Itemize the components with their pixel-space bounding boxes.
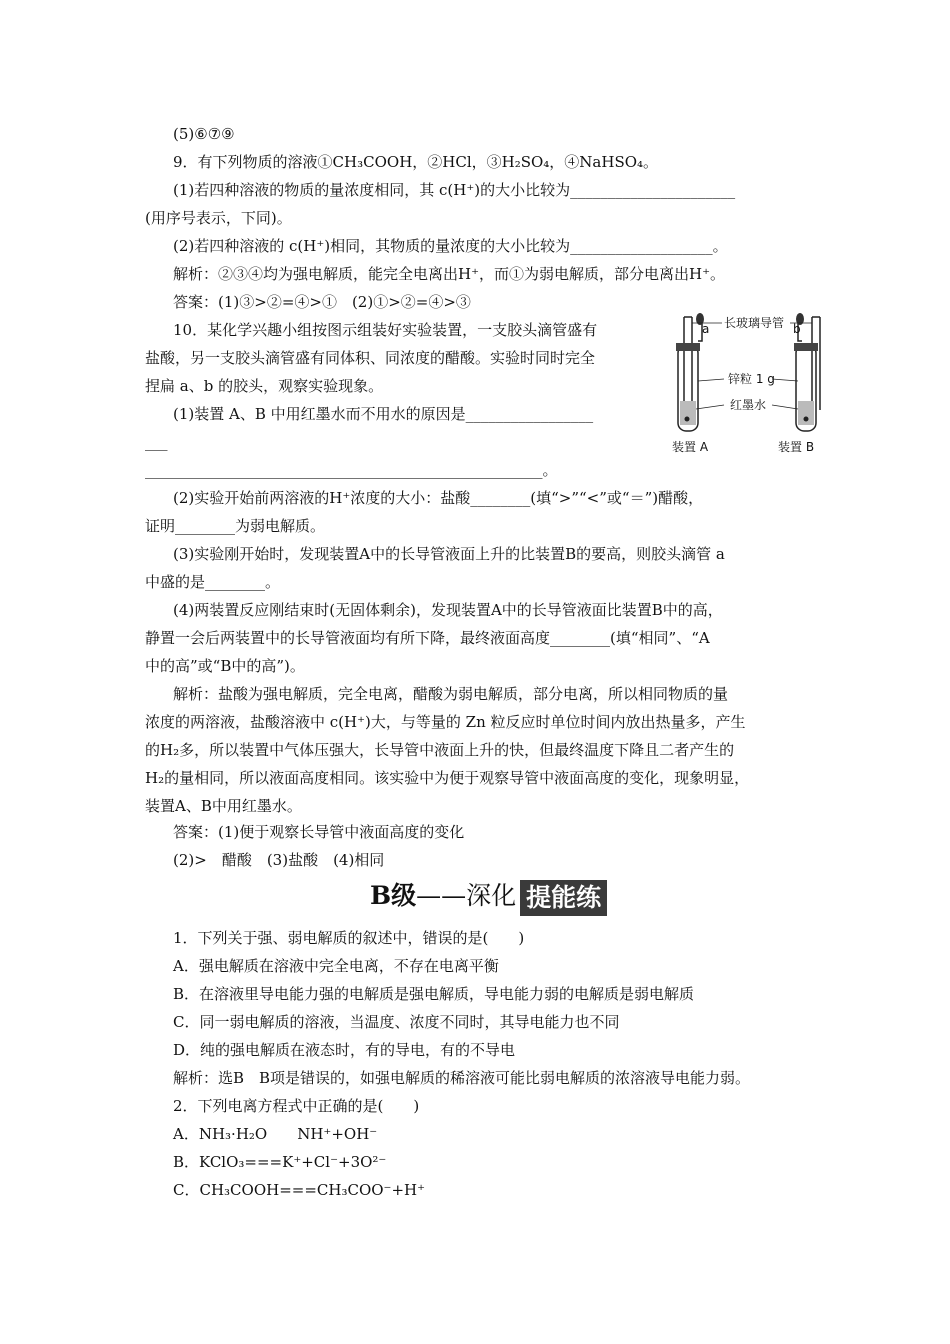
option-a: A．强电解质在溶液中完全电离，不存在电离平衡: [173, 957, 499, 975]
ink-a: [680, 401, 696, 425]
apparatus-figure: [672, 305, 832, 460]
text-line: (2)若四种溶液的 c(H⁺)相同，其物质的量浓度的大小比较为___________________。: [173, 237, 728, 255]
text-line: (1)装置 A、B 中用红墨水而不用水的原因是_________________: [173, 405, 594, 423]
analysis-text: 解析：②③④均为强电解质，能完全电离出H⁺，而①为弱电解质，部分电离出H⁺。: [173, 265, 726, 283]
option-b: B．KClO₃===K⁺+Cl⁻+3O²⁻: [173, 1153, 387, 1171]
analysis-text: 解析：盐酸为强电解质，完全电离，醋酸为弱电解质，部分电离，所以相同物质的量: [173, 685, 729, 703]
text-line: 装置A、B中用红墨水。: [145, 797, 302, 815]
text-line: (4)两装置反应刚结束时(无固体剩余)，发现装置A中的长导管液面比装置B中的高，: [173, 601, 723, 619]
label-apparatus-a: 装置 A: [672, 440, 709, 454]
option-c: C．CH₃COOH===CH₃COO⁻+H⁺: [173, 1181, 426, 1199]
question-1: 1．下列关于强、弱电解质的叙述中，错误的是( ): [173, 929, 525, 947]
option-b: B．在溶液里导电能力强的电解质是强电解质，导电能力弱的电解质是弱电解质: [173, 985, 695, 1003]
option-d: D．纯的强电解质在液态时，有的导电，有的不导电: [173, 1041, 516, 1059]
label-zinc: 锌粒 1 g: [728, 372, 775, 386]
option-c: C．同一弱电解质的溶液，当温度、浓度不同时，其导电能力也不同: [173, 1013, 620, 1031]
text-line: (3)实验刚开始时，发现装置A中的长导管液面上升的比装置B的要高，则胶头滴管 a: [173, 545, 725, 563]
label-long-tube: 长玻璃导管: [724, 316, 785, 330]
leader-zinc-left: [698, 379, 724, 381]
question-2: 2．下列电离方程式中正确的是( ): [173, 1097, 420, 1115]
answer-text: (2)> 醋酸 (3)盐酸 (4)相同: [173, 851, 385, 869]
label-red-ink: 红墨水: [730, 398, 767, 412]
leader-zinc-right: [772, 379, 798, 381]
section-dash: ——深化: [416, 881, 517, 910]
label-apparatus-b: 装置 B: [778, 440, 815, 454]
text-line: 盐酸，另一支胶头滴管盛有同体积、同浓度的醋酸。实验时同时完全: [145, 349, 596, 367]
label-a: a: [702, 322, 710, 336]
analysis-text: 解析：选B B项是错误的，如强电解质的稀溶液可能比弱电解质的浓溶液导电能力弱。: [173, 1069, 751, 1087]
text-line: 中盛的是________。: [145, 573, 281, 591]
text-line: (1)若四种溶液的物质的量浓度相同，其 c(H⁺)的大小比较为______________________: [173, 181, 736, 199]
text-line: 捏扁 a、b 的胶头，观察实验现象。: [145, 377, 384, 395]
text-line: (用序号表示，下同)。: [145, 209, 292, 227]
text-line: 浓度的两溶液，盐酸溶液中 c(H⁺)大，与等量的 Zn 粒反应时单位时间内放出热量多，产生: [145, 713, 746, 731]
zinc-b: [804, 417, 809, 422]
section-badge: 提能练: [520, 880, 607, 916]
text-line: 证明________为弱电解质。: [145, 517, 326, 535]
text-line: (2)实验开始前两溶液的H⁺浓度的大小：盐酸________(填“>”“<”或“＝”)醋酸，: [173, 489, 704, 507]
text-line: H₂的量相同，所以液面高度相同。该实验中为便于观察导管中液面高度的变化，现象明显，: [145, 769, 750, 787]
section-level: B级: [370, 881, 417, 910]
leader-ink-right: [772, 405, 798, 409]
text-line: (5)⑥⑦⑨: [173, 125, 235, 143]
text-line: 的H₂多，所以装置中气体压强大，长导管中液面上升的快，但最终温度下降且二者产生的: [145, 741, 735, 759]
answer-text: 答案：(1)③>②=④>① (2)①>②=④>③: [173, 293, 471, 311]
label-b: b: [793, 322, 801, 336]
option-a: A．NH₃·H₂O NH⁺+OH⁻: [173, 1125, 378, 1143]
leader-ink-left: [696, 405, 724, 409]
stopper-a: [676, 343, 700, 351]
question-9: 9．有下列物质的溶液①CH₃COOH，②HCl，③H₂SO₄，④NaHSO₄。: [173, 153, 659, 171]
zinc-a: [685, 417, 690, 422]
text-line: _____________________________________________________。: [145, 461, 558, 479]
stopper-b: [794, 343, 818, 351]
section-heading: [370, 876, 607, 916]
text-line: 中的高”或“B中的高”)。: [145, 657, 305, 675]
text-line: 静置一会后两装置中的长导管液面均有所下降，最终液面高度________(填“相同”、“A: [145, 629, 710, 647]
answer-text: 答案：(1)便于观察长导管中液面高度的变化: [173, 823, 465, 841]
text-line: ___: [145, 433, 168, 451]
question-10: 10．某化学兴趣小组按图示组装好实验装置，一支胶头滴管盛有: [173, 321, 598, 339]
